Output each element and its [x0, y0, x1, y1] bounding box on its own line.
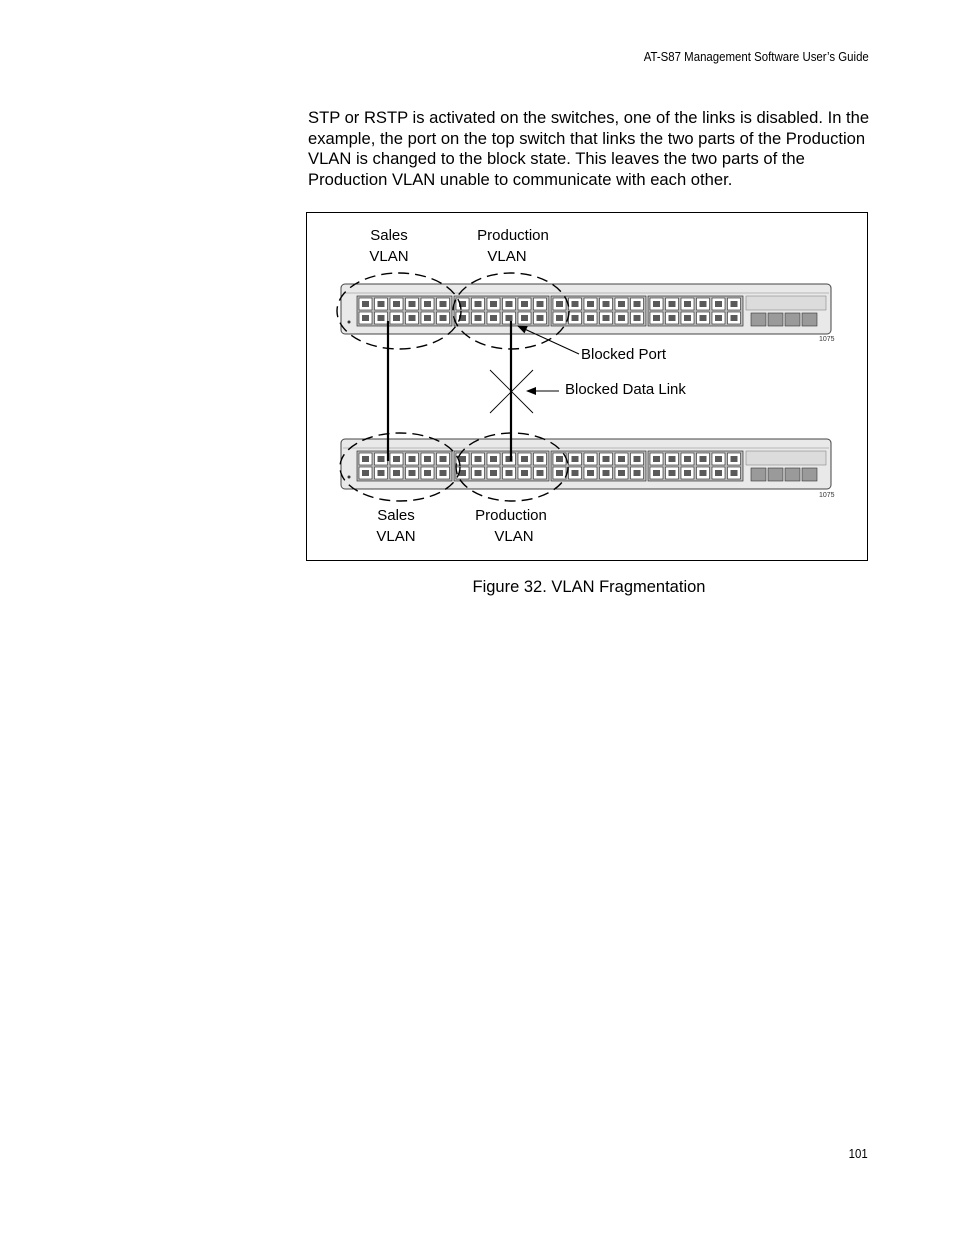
top-switch-port-jack [440, 315, 447, 321]
bottom-switch-port-jack [475, 470, 482, 476]
blocked-data-link-label: Blocked Data Link [565, 381, 686, 398]
top-switch-port-jack [537, 301, 544, 307]
top-switch-port-jack [521, 301, 528, 307]
bottom-switch-port-jack [424, 470, 431, 476]
bottom-switch-port-jack [669, 456, 676, 462]
bottom-switch-port-jack [618, 470, 625, 476]
bottom-switch-port-jack [634, 470, 641, 476]
bottom-switch-port-jack [440, 470, 447, 476]
top-switch-port-jack [506, 315, 513, 321]
bottom-switch-port-jack [409, 456, 416, 462]
bottom-switch-port-jack [490, 470, 497, 476]
bottom-switch-port-jack [572, 470, 579, 476]
top-figure-number: 1075 [819, 336, 835, 343]
bottom-switch-port-jack [378, 470, 385, 476]
bottom-switch-port-jack [556, 470, 563, 476]
top-switch-port-jack [362, 315, 369, 321]
top-switch-port-jack [424, 315, 431, 321]
bottom-switch-port-jack [521, 456, 528, 462]
bottom-switch-port-jack [653, 456, 660, 462]
top-switch-sfp-slot [751, 313, 766, 326]
blocked-port-label: Blocked Port [581, 346, 667, 363]
bottom-switch-port-jack [603, 470, 610, 476]
top-switch-port-jack [409, 301, 416, 307]
bottom-switch-port-jack [669, 470, 676, 476]
top-switch-port-jack [634, 315, 641, 321]
bottom-switch-sfp-slot [802, 468, 817, 481]
top-switch-port-jack [556, 301, 563, 307]
bottom-switch-port-jack [393, 470, 400, 476]
top-switch-port-jack [393, 301, 400, 307]
top-switch-port-jack [618, 301, 625, 307]
bottom-switch-port-jack [440, 456, 447, 462]
bottom-switch-port-jack [409, 470, 416, 476]
bottom-switch-port-jack [362, 456, 369, 462]
bottom-switch-status-panel [746, 451, 826, 465]
top-switch-port-jack [475, 301, 482, 307]
bottom-switch-port-jack [603, 456, 610, 462]
top-switch-sfp-slot [768, 313, 783, 326]
bottom-switch-port-jack [378, 456, 385, 462]
bottom-switch-port-jack [731, 470, 738, 476]
top-switch-sfp-slot [802, 313, 817, 326]
top-switch-port-jack [378, 301, 385, 307]
body-paragraph: STP or RSTP is activated on the switches, one of the links is disabled. In the example, the port on the top switch that links the two parts of the Production VLAN is changed to the block state. This leaves the two parts of the Production VLAN unable to communicate with each other. [308, 108, 870, 189]
running-header: AT-S87 Management Software User’s Guide [643, 49, 869, 64]
top-switch [341, 284, 831, 334]
top-switch-port-jack [618, 315, 625, 321]
bottom-switch-port-jack [587, 470, 594, 476]
bottom-switch-port-jack [684, 470, 691, 476]
top-switch-port-jack [603, 301, 610, 307]
top-switch-port-jack [587, 301, 594, 307]
bottom-switch-port-jack [700, 470, 707, 476]
top-switch-port-jack [393, 315, 400, 321]
top-switch-port-jack [362, 301, 369, 307]
bottom-switch-port-jack [684, 456, 691, 462]
bottom-switch-port-jack [715, 470, 722, 476]
top-switch-port-jack [669, 315, 676, 321]
top-switch-port-jack [475, 315, 482, 321]
top-switch-port-jack [506, 301, 513, 307]
top-switch-port-jack [537, 315, 544, 321]
page-number: 101 [848, 1146, 868, 1161]
bottom-switch-port-jack [634, 456, 641, 462]
top-switch-port-jack [653, 315, 660, 321]
top-switch-port-jack [424, 301, 431, 307]
top-sales-label: Sales VLAN [369, 227, 409, 265]
bottom-switch-port-jack [459, 456, 466, 462]
bottom-switch-port-jack [572, 456, 579, 462]
top-switch-port-jack [587, 315, 594, 321]
top-switch-port-jack [603, 315, 610, 321]
top-switch-port-jack [731, 301, 738, 307]
top-switch-port-jack [490, 315, 497, 321]
bottom-switch-port-jack [715, 456, 722, 462]
top-switch-power-led [348, 321, 351, 324]
bottom-switch-power-led [348, 476, 351, 479]
bottom-switch-port-jack [700, 456, 707, 462]
bottom-switch-port-jack [521, 470, 528, 476]
top-switch-port-jack [731, 315, 738, 321]
top-switch-port-jack [572, 301, 579, 307]
figure-caption: Figure 32. VLAN Fragmentation [472, 578, 706, 596]
top-switch-port-jack [572, 315, 579, 321]
top-switch-port-jack [715, 315, 722, 321]
top-switch-port-jack [556, 315, 563, 321]
top-switch-port-jack [490, 301, 497, 307]
bottom-switch-sfp-slot [785, 468, 800, 481]
bottom-switch [341, 439, 831, 489]
bottom-switch-port-jack [362, 470, 369, 476]
top-switch-sfp-slot [785, 313, 800, 326]
top-switch-status-panel [746, 296, 826, 310]
bottom-switch-port-jack [653, 470, 660, 476]
vlan-fragmentation-figure [306, 212, 868, 561]
top-switch-port-jack [634, 301, 641, 307]
top-switch-port-jack [378, 315, 385, 321]
bottom-sales-label: Sales VLAN [376, 507, 416, 545]
bottom-switch-port-jack [556, 456, 563, 462]
bottom-production-label: Production VLAN [475, 507, 547, 545]
bottom-switch-port-jack [475, 456, 482, 462]
bottom-switch-sfp-slot [768, 468, 783, 481]
top-switch-port-jack [409, 315, 416, 321]
top-switch-port-jack [653, 301, 660, 307]
top-switch-port-jack [684, 315, 691, 321]
top-switch-port-jack [715, 301, 722, 307]
bottom-switch-port-jack [618, 456, 625, 462]
top-switch-port-jack [440, 301, 447, 307]
top-switch-port-jack [700, 315, 707, 321]
bottom-switch-port-jack [587, 456, 594, 462]
top-switch-port-jack [700, 301, 707, 307]
bottom-switch-port-jack [537, 456, 544, 462]
bottom-switch-port-jack [424, 456, 431, 462]
top-switch-port-jack [684, 301, 691, 307]
top-switch-port-jack [669, 301, 676, 307]
bottom-switch-port-jack [490, 456, 497, 462]
bottom-switch-sfp-slot [751, 468, 766, 481]
bottom-switch-port-jack [506, 470, 513, 476]
top-production-label: Production VLAN [477, 227, 549, 265]
top-switch-port-jack [521, 315, 528, 321]
bottom-switch-port-jack [393, 456, 400, 462]
bottom-figure-number: 1075 [819, 492, 835, 499]
bottom-switch-port-jack [731, 456, 738, 462]
bottom-switch-port-jack [537, 470, 544, 476]
